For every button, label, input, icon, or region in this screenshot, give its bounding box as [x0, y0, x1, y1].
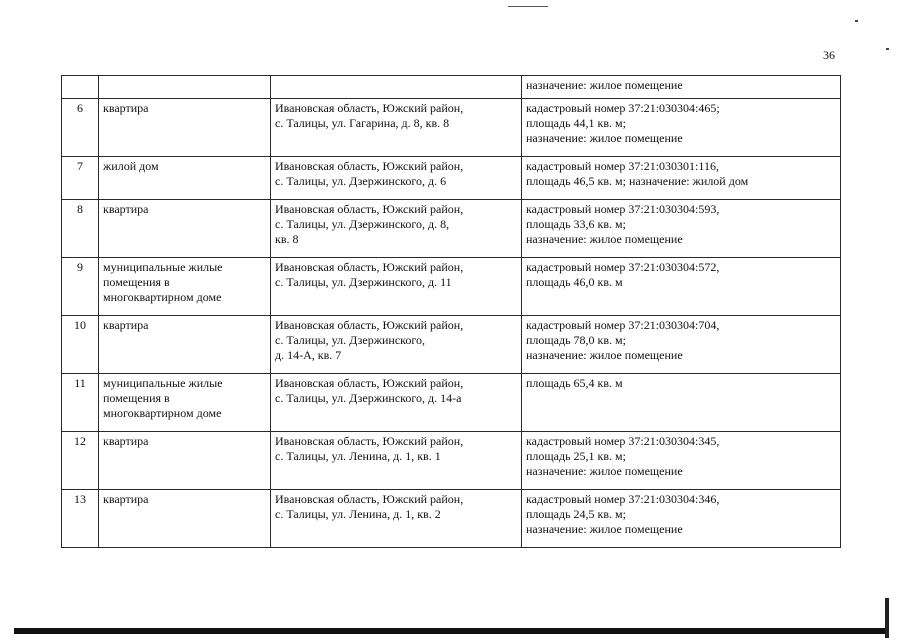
address-cell: Ивановская область, Южский район, с. Талицы, ул. Ленина, д. 1, кв. 2 [271, 490, 522, 548]
top-divider-mark [508, 6, 548, 7]
row-number-cell [62, 76, 99, 99]
details-cell: кадастровый номер 37:21:030304:593, площадь 33,6 кв. м; назначение: жилое помещение [522, 200, 841, 258]
row-number-cell: 7 [62, 157, 99, 200]
scan-bottom-border [14, 628, 885, 634]
object-type-cell [99, 76, 271, 99]
object-type-cell: квартира [99, 316, 271, 374]
address-cell: Ивановская область, Южский район, с. Талицы, ул. Дзержинского, д. 14-а [271, 374, 522, 432]
page-number: 36 [823, 48, 835, 62]
table-row [62, 490, 841, 548]
address-cell: Ивановская область, Южский район, с. Талицы, ул. Ленина, д. 1, кв. 1 [271, 432, 522, 490]
table-row [62, 432, 841, 490]
object-type-cell: квартира [99, 99, 271, 157]
scan-speck [886, 48, 889, 50]
address-cell: Ивановская область, Южский район, с. Талицы, ул. Дзержинского, д. 6 [271, 157, 522, 200]
details-cell: кадастровый номер 37:21:030304:572, площадь 46,0 кв. м [522, 258, 841, 316]
scan-edge-mark [885, 598, 889, 638]
address-cell: Ивановская область, Южский район, с. Талицы, ул. Гагарина, д. 8, кв. 8 [271, 99, 522, 157]
table-row [62, 99, 841, 157]
row-number-cell: 11 [62, 374, 99, 432]
table-row [62, 374, 841, 432]
address-cell [271, 76, 522, 99]
row-number-cell: 13 [62, 490, 99, 548]
object-type-cell: муниципальные жилые помещения в многоквартирном доме [99, 258, 271, 316]
object-type-cell: квартира [99, 200, 271, 258]
details-cell: кадастровый номер 37:21:030304:465; площадь 44,1 кв. м; назначение: жилое помещение [522, 99, 841, 157]
row-number-cell: 12 [62, 432, 99, 490]
row-number-cell: 8 [62, 200, 99, 258]
details-cell: площадь 65,4 кв. м [522, 374, 841, 432]
table-row [62, 258, 841, 316]
table-row-continuation [62, 76, 841, 99]
table-row [62, 200, 841, 258]
address-cell: Ивановская область, Южский район, с. Талицы, ул. Дзержинского, д. 11 [271, 258, 522, 316]
details-cell: кадастровый номер 37:21:030304:704, площадь 78,0 кв. м; назначение: жилое помещение [522, 316, 841, 374]
object-type-cell: квартира [99, 432, 271, 490]
table-row [62, 157, 841, 200]
object-type-cell: квартира [99, 490, 271, 548]
details-cell: кадастровый номер 37:21:030304:345, площадь 25,1 кв. м; назначение: жилое помещение [522, 432, 841, 490]
row-number-cell: 10 [62, 316, 99, 374]
object-type-cell: жилой дом [99, 157, 271, 200]
property-registry-table [61, 75, 841, 548]
row-number-cell: 9 [62, 258, 99, 316]
table-row [62, 316, 841, 374]
row-number-cell: 6 [62, 99, 99, 157]
details-cell: кадастровый номер 37:21:030301:116, площадь 46,5 кв. м; назначение: жилой дом [522, 157, 841, 200]
details-cell: назначение: жилое помещение [522, 76, 841, 99]
scan-speck [855, 20, 858, 22]
details-cell: кадастровый номер 37:21:030304:346, площадь 24,5 кв. м; назначение: жилое помещение [522, 490, 841, 548]
object-type-cell: муниципальные жилые помещения в многоквартирном доме [99, 374, 271, 432]
address-cell: Ивановская область, Южский район, с. Талицы, ул. Дзержинского, д. 8, кв. 8 [271, 200, 522, 258]
address-cell: Ивановская область, Южский район, с. Талицы, ул. Дзержинского, д. 14-А, кв. 7 [271, 316, 522, 374]
